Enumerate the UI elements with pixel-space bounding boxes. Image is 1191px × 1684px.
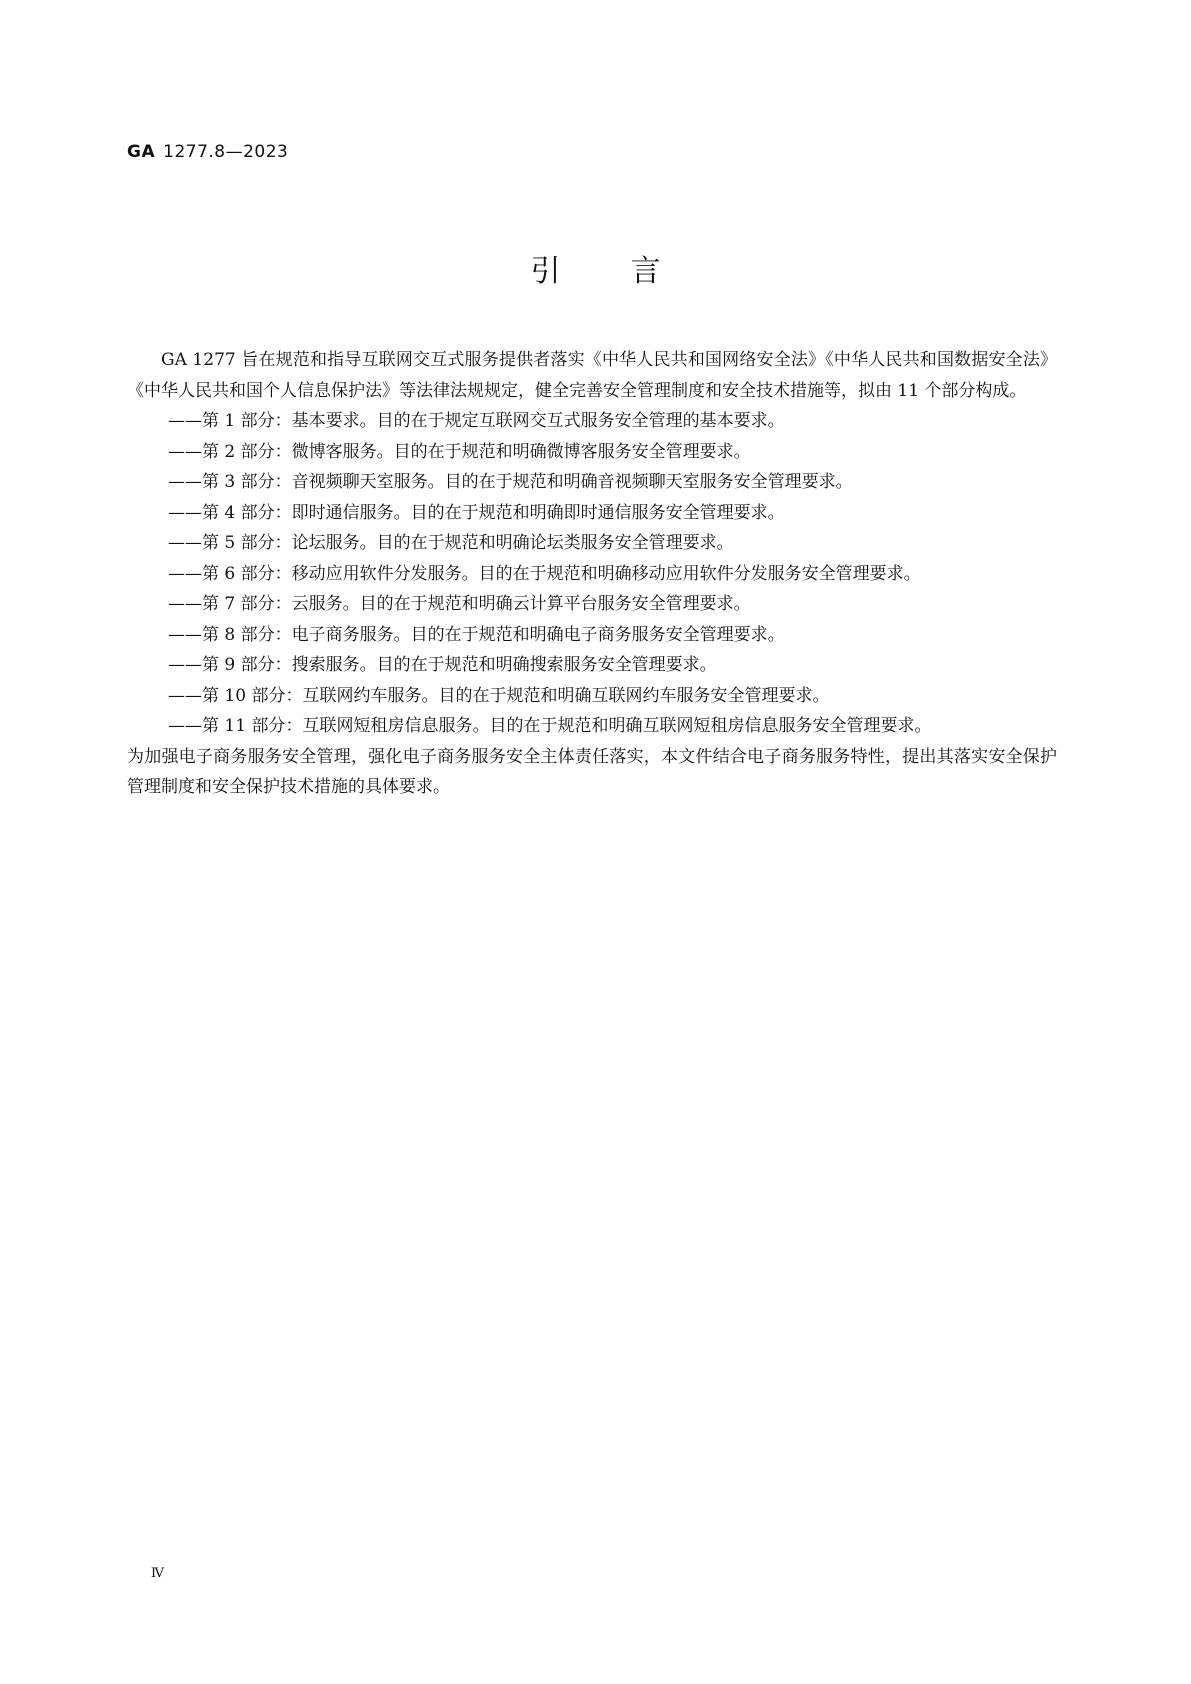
list-item-text: 第 3 部分：音视频聊天室服务。目的在于规范和明确音视频聊天室服务安全管理要求。	[202, 472, 853, 492]
list-item	[127, 620, 1057, 651]
list-item	[127, 437, 1057, 468]
list-item-text: 第 11 部分：互联网短租房信息服务。目的在于规范和明确互联网短租房信息服务安全管理要求。	[202, 716, 932, 736]
list-dash: ——	[168, 655, 202, 675]
list-item	[127, 406, 1057, 437]
list-item-text: 第 5 部分：论坛服务。目的在于规范和明确论坛类服务安全管理要求。	[202, 533, 734, 553]
list-item	[127, 528, 1057, 559]
list-item-text: 第 9 部分：搜索服务。目的在于规范和明确搜索服务安全管理要求。	[202, 655, 717, 675]
list-dash: ——	[168, 624, 202, 645]
list-dash: ——	[168, 472, 202, 492]
intro-paragraph: GA 1277 旨在规范和指导互联网交互式服务提供者落实《中华人民共和国网络安全法》《中华人民共和国数据安全法》《中华人民共和国个人信息保护法》等法律法规规定，健全完善安全管理制度和安全技术措施等，拟由 11 个部分构成。	[127, 350, 1057, 401]
list-item-text: 第 1 部分：基本要求。目的在于规定互联网交互式服务安全管理的基本要求。	[202, 411, 785, 431]
list-item-text: 第 4 部分：即时通信服务。目的在于规范和明确即时通信服务安全管理要求。	[202, 502, 785, 523]
page-number: Ⅳ	[151, 1566, 164, 1581]
list-dash: ——	[168, 441, 202, 462]
list-item	[127, 711, 1057, 742]
list-item-text: 第 10 部分：互联网约车服务。目的在于规范和明确互联网约车服务安全管理要求。	[202, 685, 830, 706]
document-body	[127, 345, 1057, 803]
list-dash: ——	[168, 716, 202, 736]
page-header	[127, 142, 288, 162]
list-item-text: 第 6 部分：移动应用软件分发服务。目的在于规范和明确移动应用软件分发服务安全管理要求。	[202, 563, 921, 584]
list-item	[127, 467, 1057, 498]
list-item	[127, 589, 1057, 620]
list-item-text: 第 8 部分：电子商务服务。目的在于规范和明确电子商务服务安全管理要求。	[202, 624, 785, 645]
list-item	[127, 681, 1057, 712]
list-dash: ——	[168, 594, 202, 614]
list-dash: ——	[168, 563, 202, 584]
list-dash: ——	[168, 685, 202, 706]
section-title: 引言	[530, 254, 731, 289]
list-item	[127, 498, 1057, 529]
conclusion-paragraph: 为加强电子商务服务安全管理，强化电子商务服务安全主体责任落实，本文件结合电子商务服务特性，提出其落实安全保护管理制度和安全保护技术措施的具体要求。	[127, 746, 1057, 797]
list-item	[127, 559, 1057, 590]
list-dash: ——	[168, 502, 202, 523]
list-item-text: 第 7 部分：云服务。目的在于规范和明确云计算平台服务安全管理要求。	[202, 594, 751, 614]
list-item	[127, 650, 1057, 681]
list-dash: ——	[168, 533, 202, 553]
list-dash: ——	[168, 411, 202, 431]
list-item-text: 第 2 部分：微博客服务。目的在于规范和明确微博客服务安全管理要求。	[202, 441, 751, 462]
standard-number: 1277.8—2023	[163, 142, 289, 162]
standard-code: GA	[127, 142, 156, 162]
